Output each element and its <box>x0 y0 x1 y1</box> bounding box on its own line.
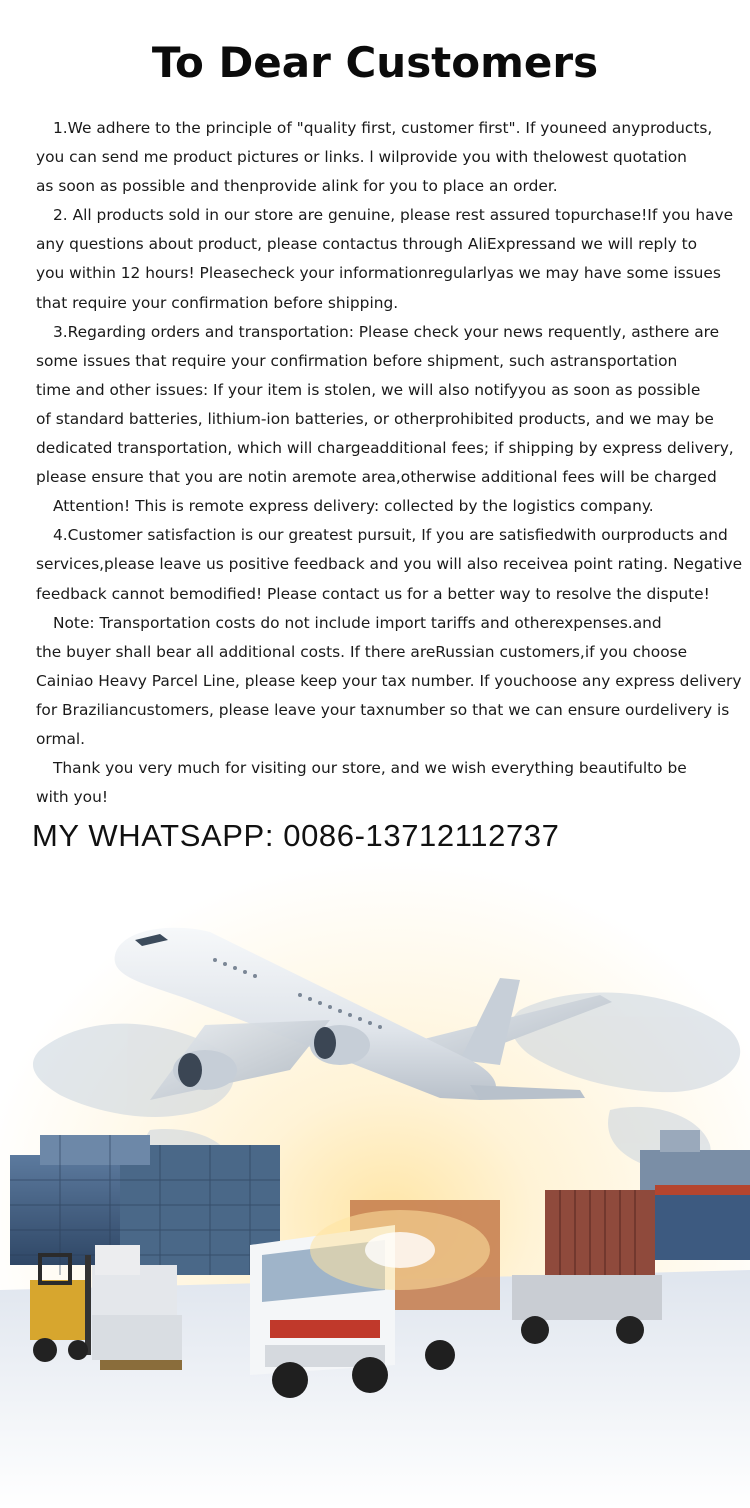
notice-line: of standard batteries, lithium-ion batteries, or otherprohibited products, and we may be <box>36 409 714 428</box>
notice-line: Thank you very much for visiting our store, and we wish everything beautifulto be <box>53 759 687 778</box>
notice-line: Cainiao Heavy Parcel Line, please keep your tax number. If youchoose any express delivery <box>36 671 742 690</box>
page-title: To Dear Customers <box>151 38 599 87</box>
notice-line: Attention! This is remote express delivery: collected by the logistics company. <box>53 497 654 516</box>
notice-line: Note: Transportation costs do not include import tariffs and otherexpenses.and <box>53 613 662 632</box>
notice-line: some issues that require your confirmation before shipment, such astransportation <box>36 351 678 370</box>
notice-line: as soon as possible and thenprovide alink for you to place an order. <box>36 177 558 196</box>
logistics-illustration <box>0 860 750 1508</box>
notice-line: 2. All products sold in our store are genuine, please rest assured topurchase!If you have <box>53 206 734 225</box>
notice-line: that require your confirmation before shipping. <box>36 293 399 312</box>
notice-line: you within 12 hours! Pleasecheck your informationregularlyas we may have some issues <box>36 264 721 283</box>
notice-line: dedicated transportation, which will chargeadditional fees; if shipping by express delivery, <box>36 439 734 458</box>
notice-line: the buyer shall bear all additional costs. If there areRussian customers,if you choose <box>36 642 688 661</box>
customer-notice-text <box>36 114 743 812</box>
notice-line: services,please leave us positive feedback and you will also receivea point rating. Negative <box>36 555 743 574</box>
whatsapp-contact: MY WHATSAPP: 0086-13712112737 <box>32 818 560 853</box>
notice-line: 1.We adhere to the principle of "quality first, customer first". If youneed anyproducts, <box>53 119 713 137</box>
notice-line: 4.Customer satisfaction is our greatest pursuit, If you are satisfiedwith ourproducts and <box>53 526 728 545</box>
notice-line: you can send me product pictures or links. l wilprovide you with thelowest quotation <box>36 148 687 167</box>
notice-line: please ensure that you are notin aremote area,otherwise additional fees will be charged <box>36 468 717 487</box>
notice-line: any questions about product, please contactus through AliExpressand we will reply to <box>36 235 698 254</box>
notice-line: feedback cannot bemodified! Please contact us for a better way to resolve the dispute! <box>36 584 710 603</box>
notice-line: for Braziliancustomers, please leave your taxnumber so that we can ensure ourdelivery is <box>36 700 730 719</box>
notice-line: ormal. <box>36 729 86 748</box>
notice-line: with you! <box>36 788 108 807</box>
notice-line: 3.Regarding orders and transportation: Please check your news requently, asthere are <box>53 322 720 341</box>
notice-line: time and other issues: If your item is stolen, we will also notifyyou as soon as possible <box>36 380 701 399</box>
